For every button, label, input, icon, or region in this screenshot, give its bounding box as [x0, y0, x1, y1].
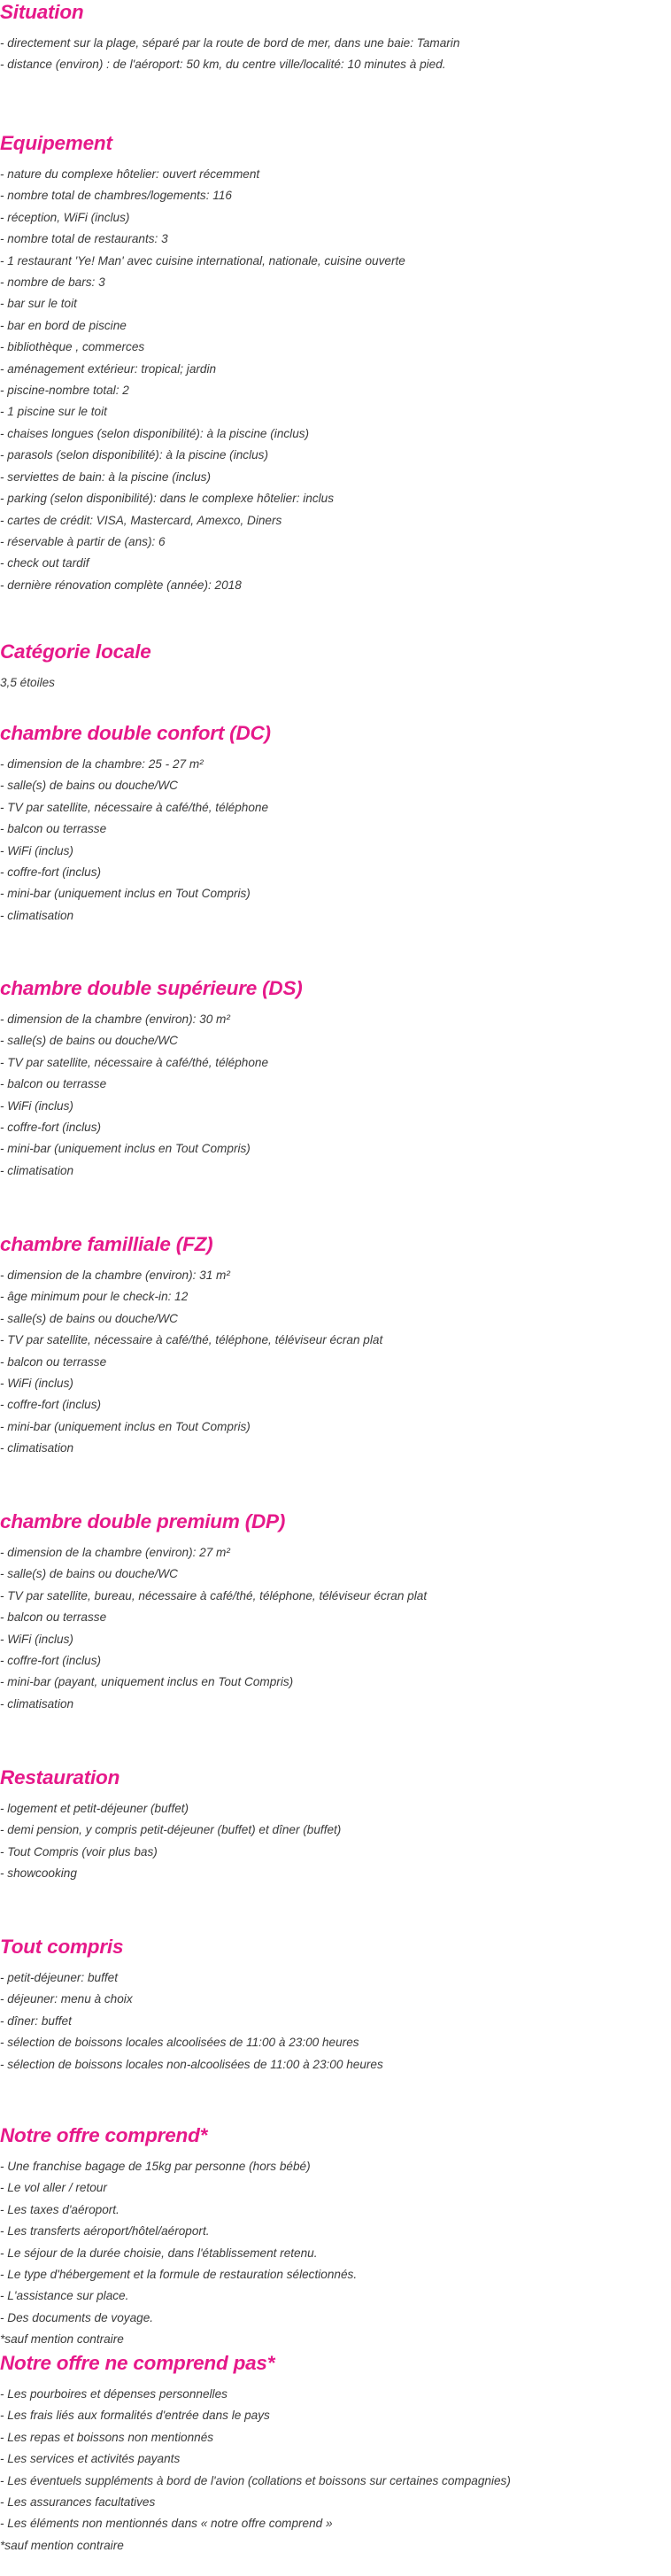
list-item: - mini-bar (uniquement inclus en Tout Compris)	[0, 1419, 251, 1433]
section-title: chambre double supérieure (DS)	[0, 977, 303, 999]
list-item: - Les éléments non mentionnés dans « notre offre comprend »	[0, 2517, 333, 2531]
list-item: - coffre-fort (inclus)	[0, 1654, 102, 1668]
list-item: - WiFi (inclus)	[0, 1098, 73, 1113]
section-situation	[0, 0, 671, 76]
list-item: - logement et petit-déjeuner (buffet)	[0, 1802, 189, 1815]
section-offre-ne-comprend-pas	[0, 2351, 671, 2557]
list-item: - Les services et activités payants	[0, 2452, 181, 2466]
section-title: Restauration	[0, 1766, 120, 1788]
list-item: - WiFi (inclus)	[0, 1377, 73, 1391]
list-item: - réservable à partir de (ans): 6	[0, 534, 166, 548]
list-item: - nature du complexe hôtelier: ouvert récemment	[0, 167, 260, 181]
list-item: - salle(s) de bains ou douche/WC	[0, 1034, 178, 1048]
list-item: - WiFi (inclus)	[0, 1632, 73, 1646]
list-item: - dimension de la chambre (environ): 31 m²	[0, 1269, 230, 1282]
footnote: *sauf mention contraire	[0, 2332, 124, 2347]
list-item: - Le type d'hébergement et la formule de restauration sélectionnés.	[0, 2268, 358, 2282]
section-offre-comprend	[0, 2123, 671, 2351]
list-item: - salle(s) de bains ou douche/WC	[0, 1311, 178, 1325]
section-list	[0, 164, 671, 596]
section-chambre-fz	[0, 1232, 671, 1460]
list-item: - aménagement extérieur: tropical; jardin	[0, 361, 217, 376]
list-item: - climatisation	[0, 908, 74, 922]
list-item: - dimension de la chambre (environ): 30 m²	[0, 1013, 230, 1026]
list-item: - nombre total de restaurants: 3	[0, 232, 168, 246]
list-item: - coffre-fort (inclus)	[0, 1121, 102, 1135]
list-item: - distance (environ) : de l'aéroport: 50 km, du centre ville/localité: 10 minutes à pied.	[0, 58, 446, 72]
list-item: - sélection de boissons locales non-alcoolisées de 11:00 à 23:00 heures	[0, 2057, 383, 2071]
section-restauration	[0, 1765, 671, 1885]
list-item: - directement sur la plage, séparé par la route de bord de mer, dans une baie: Tamarin	[0, 36, 460, 50]
list-item: - 1 restaurant 'Ye! Man' avec cuisine international, nationale, cuisine ouverte	[0, 253, 405, 268]
list-item: 3,5 étoiles	[0, 676, 55, 689]
list-item: - Les assurances facultatives	[0, 2495, 156, 2510]
list-item: - demi pension, y compris petit-déjeuner (buffet) et dîner (buffet)	[0, 1823, 342, 1837]
list-item: - mini-bar (payant, uniquement inclus en Tout Compris)	[0, 1675, 294, 1689]
section-title: chambre double confort (DC)	[0, 722, 271, 744]
list-item: - Les éventuels suppléments à bord de l'avion (collations et boissons sur certaines compagnies)	[0, 2473, 511, 2487]
list-item: - nombre de bars: 3	[0, 275, 105, 290]
section-equipement	[0, 131, 671, 596]
section-list	[0, 2156, 671, 2329]
list-item: - Tout Compris (voir plus bas)	[0, 1844, 158, 1858]
section-title: Catégorie locale	[0, 640, 151, 663]
list-item: - climatisation	[0, 1163, 74, 1177]
list-item: - TV par satellite, nécessaire à café/thé, téléphone, téléviseur écran plat	[0, 1333, 383, 1347]
section-chambre-dp	[0, 1509, 671, 1715]
list-item: - salle(s) de bains ou douche/WC	[0, 779, 178, 793]
list-item: - déjeuner: menu à choix	[0, 1992, 133, 2006]
list-item: - Une franchise bagage de 15kg par personne (hors bébé)	[0, 2160, 311, 2173]
list-item: - Le séjour de la durée choisie, dans l'établissement retenu.	[0, 2246, 318, 2260]
list-item: - mini-bar (uniquement inclus en Tout Compris)	[0, 887, 251, 901]
section-list	[0, 672, 671, 694]
list-item: - climatisation	[0, 1441, 74, 1455]
list-item: - coffre-fort (inclus)	[0, 1398, 102, 1412]
list-item: - bar sur le toit	[0, 297, 77, 311]
list-item: - dimension de la chambre (environ): 27 m²	[0, 1546, 230, 1559]
list-item: - balcon ou terrasse	[0, 1354, 107, 1369]
list-item: - Les frais liés aux formalités d'entrée dans le pays	[0, 2409, 270, 2423]
list-item: - Les transferts aéroport/hôtel/aéroport.	[0, 2224, 210, 2238]
list-item: - L'assistance sur place.	[0, 2289, 129, 2303]
list-item: - dernière rénovation complète (année): 2018	[0, 578, 242, 592]
list-item: - WiFi (inclus)	[0, 843, 73, 857]
section-chambre-dc	[0, 721, 671, 927]
section-title: chambre familliale (FZ)	[0, 1233, 213, 1255]
list-item: - petit-déjeuner: buffet	[0, 1971, 118, 1984]
list-item: - showcooking	[0, 1866, 77, 1881]
list-item: - TV par satellite, bureau, nécessaire à café/thé, téléphone, téléviseur écran plat	[0, 1588, 428, 1602]
list-item: - serviettes de bain: à la piscine (inclus)	[0, 469, 211, 484]
list-item: - Les pourboires et dépenses personnelles	[0, 2387, 228, 2401]
section-list	[0, 1798, 671, 1885]
section-list	[0, 2384, 671, 2535]
list-item: - climatisation	[0, 1696, 74, 1711]
section-list	[0, 1542, 671, 1715]
section-categorie	[0, 640, 671, 694]
list-item: - nombre total de chambres/logements: 116	[0, 189, 232, 203]
section-list	[0, 1009, 671, 1182]
list-item: - parasols (selon disponibilité): à la piscine (inclus)	[0, 448, 268, 462]
list-item: - dîner: buffet	[0, 2013, 72, 2028]
list-item: - chaises longues (selon disponibilité): à la piscine (inclus)	[0, 426, 310, 440]
list-item: - âge minimum pour le check-in: 12	[0, 1290, 189, 1304]
section-title: Situation	[0, 1, 84, 23]
list-item: - réception, WiFi (inclus)	[0, 210, 130, 224]
section-title: Tout compris	[0, 1936, 124, 1958]
list-item: - mini-bar (uniquement inclus en Tout Compris)	[0, 1142, 251, 1156]
list-item: - 1 piscine sur le toit	[0, 405, 107, 419]
section-tout-compris	[0, 1935, 671, 2076]
list-item: - check out tardif	[0, 556, 89, 570]
list-item: - Des documents de voyage.	[0, 2310, 154, 2324]
section-chambre-ds	[0, 976, 671, 1182]
list-item: - coffre-fort (inclus)	[0, 865, 102, 880]
section-title: chambre double premium (DP)	[0, 1510, 286, 1532]
section-list	[0, 1265, 671, 1460]
list-item: - sélection de boissons locales alcoolisées de 11:00 à 23:00 heures	[0, 2036, 359, 2050]
list-item: - salle(s) de bains ou douche/WC	[0, 1567, 178, 1581]
list-item: - TV par satellite, nécessaire à café/thé, téléphone	[0, 1055, 269, 1069]
list-item: - bar en bord de piscine	[0, 318, 127, 332]
list-item: - Les repas et boissons non mentionnés	[0, 2430, 214, 2444]
list-item: - TV par satellite, nécessaire à café/thé, téléphone	[0, 800, 269, 814]
list-item: - balcon ou terrasse	[0, 822, 107, 836]
section-list	[0, 754, 671, 927]
list-item: - balcon ou terrasse	[0, 1610, 107, 1625]
section-title: Equipement	[0, 132, 112, 154]
list-item: - bibliothèque , commerces	[0, 340, 145, 354]
list-item: - piscine-nombre total: 2	[0, 384, 129, 398]
list-item: - parking (selon disponibilité): dans le complexe hôtelier: inclus	[0, 492, 335, 506]
section-list	[0, 33, 671, 76]
list-item: - cartes de crédit: VISA, Mastercard, Amexco, Diners	[0, 513, 282, 527]
footnote: *sauf mention contraire	[0, 2538, 124, 2552]
list-item: - balcon ou terrasse	[0, 1077, 107, 1091]
list-item: - dimension de la chambre: 25 - 27 m²	[0, 757, 204, 771]
section-list	[0, 1967, 671, 2076]
list-item: - Les taxes d'aéroport.	[0, 2202, 120, 2216]
section-title: Notre offre comprend*	[0, 2124, 208, 2146]
list-item: - Le vol aller / retour	[0, 2181, 107, 2195]
section-title: Notre offre ne comprend pas*	[0, 2352, 275, 2374]
